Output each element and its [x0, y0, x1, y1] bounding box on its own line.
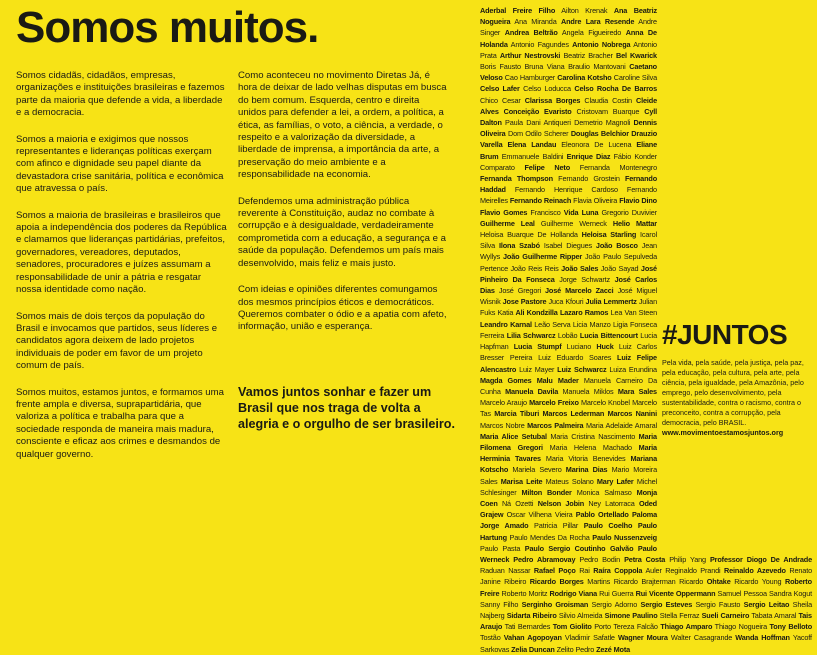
signatory-name: Pablo Ortellado	[575, 510, 629, 520]
signatory-name: Celso Loducca	[523, 84, 571, 94]
signatory-name: Paloma Jorge Amado	[480, 510, 657, 531]
signatory-name: Michel Schlesinger	[480, 476, 657, 497]
signatory-name: Monja Coen	[480, 487, 657, 508]
signatory-name: Julia	[585, 297, 602, 307]
signatory-name: Eleonora De Lucena	[561, 140, 632, 150]
signatory-name: Nassar	[508, 566, 531, 576]
signatory-name: Andrea Beltrão	[504, 28, 558, 38]
signatory-name: Huck	[596, 342, 614, 352]
signatory-name: Reginaldo	[665, 566, 697, 576]
signatory-name: Tony Belloto	[769, 622, 813, 632]
signatory-name: Leão Serva	[534, 319, 571, 329]
signatory-name: Paula Dani	[505, 118, 541, 128]
juntos-text	[662, 358, 812, 438]
signatory-name: Pedro	[575, 644, 595, 654]
signatory-name: Mariela Severo	[512, 465, 562, 475]
closing-statement: Vamos juntos sonhar e fazer um Brasil que nos traga de volta a alegria e o orgulho de ser brasileiro.	[238, 385, 455, 431]
signatory-name: Cyll Dalton	[480, 106, 657, 128]
signatory-name: Lemmertz	[603, 297, 637, 307]
signatory-name: Jose Pastore	[502, 297, 547, 307]
signatory-name: Ricardo	[679, 577, 704, 587]
signatory-name: Sandra Kogut	[768, 588, 812, 598]
signatory-name: Boris Fausto	[480, 62, 521, 72]
signatory-name: Icarol Silva	[480, 230, 657, 251]
signatory-name: Cesar	[501, 95, 521, 105]
signatory-name: Renato Janine Ribeiro	[480, 566, 812, 587]
signatory-name: Sergio Leitao	[743, 599, 790, 609]
signatory-name: Beatriz Bracher	[563, 50, 613, 60]
signatory-name: Celso Lafer	[480, 84, 520, 94]
signatory-name: Jorge Schwartz	[559, 274, 611, 284]
signatory-name: Luiz Carlos Bresser Pereira	[480, 342, 657, 363]
signatory-name: Silvio	[558, 610, 576, 620]
signatory-name: Maria Alice Setubal	[480, 431, 547, 441]
signatory-name: Maria Herminia Tavares	[480, 442, 657, 464]
signatory-name: Almeida	[577, 610, 603, 620]
signatory-name: Ricardo Borges	[529, 577, 584, 587]
signatory-name: Zezé Mota	[596, 644, 631, 654]
signatory-name: Mariana Kotscho	[480, 454, 657, 475]
signatory-name: Magda Gomes	[480, 375, 532, 385]
signatory-name: Emmanuele Baldini	[501, 151, 564, 161]
signatory-name: Fernando Grostein	[558, 174, 620, 184]
signatory-name: Flavio Gomes	[480, 207, 528, 217]
signatory-name: Marisa Leite	[500, 476, 543, 486]
signatory-name: Groisman	[555, 599, 589, 609]
signatory-name: Bruna Viana	[524, 62, 565, 72]
signatory-name: Katia	[497, 308, 514, 318]
signatory-name: Heloisa Starling	[581, 230, 637, 240]
signatory-name: Antonio Prata	[480, 39, 657, 60]
signatory-name: Felipe Neto	[524, 162, 571, 172]
signatory-name: Paulo Sergio Coutinho Galvão	[524, 543, 634, 553]
signatory-name: Manuela Davila	[505, 386, 559, 396]
signatory-name: Anna De Holanda	[480, 28, 657, 49]
signatory-name: Francisco	[530, 207, 561, 217]
signatory-name: José Miguel Wisnik	[480, 286, 657, 307]
signatory-name: Vladimir Safatle	[564, 633, 615, 643]
signatory-name: Manzo	[589, 319, 611, 329]
signatory-name: Oded Grajew	[480, 498, 657, 520]
signatory-name: Antonio Fagundes	[510, 39, 569, 49]
juntos-url[interactable]: www.movimentoestamosjuntos.org	[662, 428, 784, 437]
signatory-name: Mario Moreira Sales	[480, 465, 657, 486]
signatory-name: Paulo Nussenzveig	[592, 532, 657, 542]
signatory-name: Patricia Pillar	[534, 521, 579, 531]
signatory-name: Ohtake	[706, 577, 731, 587]
signatory-name: Professor Diogo De Andrade	[709, 554, 812, 564]
signatory-name: Clarissa Borges	[524, 95, 581, 105]
juntos-block	[662, 318, 812, 438]
signatory-name: Dom Odilo Scherer	[507, 129, 569, 139]
signatory-name: Luiz Mayer	[519, 364, 555, 374]
signatory-name: Paulo Pasta	[480, 543, 521, 553]
signatory-name: Douglas Belchior	[570, 129, 629, 139]
paragraph: Com ideias e opiniões diferentes comungamos dos mesmos princípios éticos e democráticos. Queremos combater o ódio e a apatia com afeto, informação, união e esperança.	[238, 284, 447, 333]
signatory-name: Ligia Fonseca Ferreira	[480, 319, 657, 340]
signatory-name: Manuela Miklos	[562, 386, 614, 396]
signatory-name: Claudia Costin	[584, 95, 632, 105]
signatory-name: Thiago Amparo	[660, 622, 713, 632]
signatory-name: Carolina Kotsho	[557, 73, 612, 83]
signatory-name: Walter Casagrande	[670, 633, 733, 643]
signatory-name: Pertence	[480, 263, 509, 273]
signatory-name: Samuel Pessoa	[717, 588, 767, 598]
signatory-name: Yacoff Sarkovas	[480, 633, 812, 654]
signatory-name: Oscar Vilhena Vieira	[506, 510, 573, 520]
signatory-name: Zelito	[556, 644, 574, 654]
signatory-name: Milton Bonder	[521, 487, 572, 497]
signatory-name: Helio Mattar	[612, 218, 657, 228]
manifesto-column-middle	[238, 70, 450, 348]
signatory-name: Luiz Eduardo Soares	[538, 353, 612, 363]
paragraph: Somos a maioria de brasileiras e brasileiros que apoia a independência dos poderes da República e clamamos que lideranças partidárias, prefeitos, governadores, vereadores, deputados, senadores, procuradores e juízes assumam a responsabilidade de unir a pátria e resgatar nossa identidade como nação.	[16, 209, 227, 296]
signatory-name: Fernando Meirelles	[480, 185, 657, 206]
signatory-name: Philip Yang	[669, 554, 706, 564]
signatory-name: Rui Vicente Oppermann	[635, 588, 716, 598]
signatory-name: Tereza Falcão	[613, 622, 658, 632]
paragraph: Como aconteceu no movimento Diretas Já, é hora de deixar de lado velhas disputas em busca do bem comum. Esquerda, centro e direita unidos para defender a lei, a ordem, a política, a ética, as famílias, o voto, a ciência, a verdade, o respeito e a valorização da diversidade, a liberdade de imprensa, a importância da arte, a preservação do meio ambiente e a responsabilidade na economia.	[238, 70, 447, 181]
signatory-name: Marcia Tiburi	[494, 409, 540, 419]
page-title: Somos muitos.	[16, 3, 319, 52]
signatory-name: Guilherme Werneck	[540, 218, 607, 228]
signatory-name: João Bosco	[595, 241, 638, 251]
signatory-name: Reis	[544, 263, 559, 273]
signatory-name: Ricardo Brajterman	[613, 577, 676, 587]
signatory-name: Lea Van Steen	[610, 308, 658, 318]
signatory-name: Vida Luna	[563, 207, 599, 217]
signatory-name: Petra Costa	[624, 554, 666, 564]
signatory-name: Arthur Nestrovski	[499, 50, 561, 60]
signatory-name: Caetano Veloso	[480, 62, 657, 83]
signatory-name: Enrique Diaz	[566, 151, 611, 161]
signatory-name: Marcelo Araujo	[480, 398, 527, 408]
signatory-name: Caroline Silva	[613, 73, 657, 83]
signatory-name: Marcelo Knobel	[580, 398, 630, 408]
signatory-name: Chico	[480, 95, 498, 105]
signatory-name: Julian Fuks	[480, 297, 657, 318]
signatory-name: Raíra Coppola	[593, 566, 643, 576]
signatory-name: Demetrio Magnoli	[574, 118, 631, 128]
signatory-name: Cleide Alves	[480, 95, 657, 116]
signatory-name: Flavia Oliveira	[573, 196, 618, 206]
signatory-name: Reinaldo Azevedo	[724, 566, 786, 576]
signatory-name: Ilona Szabó	[498, 241, 540, 251]
signatory-name: Sanny	[480, 599, 500, 609]
signatory-name: Porto	[594, 622, 611, 632]
signatory-name: Antonio Nobrega	[572, 39, 631, 49]
signatory-name: Lazaro Ramos	[559, 308, 609, 318]
paragraph: Somos mais de dois terços da população do Brasil e invocamos que partidos, seus líderes e candidatos agora deixem de lado projetos individuais de poder em favor de um projeto comum de país.	[16, 310, 218, 372]
signatory-name: Guilherme Leal	[480, 218, 535, 228]
signatory-name: Ana Beatriz Nogueira	[480, 6, 657, 27]
signatory-name: Filho	[503, 599, 519, 609]
signatory-name: Tostão	[480, 633, 501, 643]
signatory-name: Marcos Nobre	[480, 420, 525, 430]
signatory-name: Marina Dias	[565, 465, 608, 475]
signatory-name: Andre Lara Resende	[561, 17, 635, 27]
signatory-name: Lucia Bittencourt	[579, 330, 638, 340]
signatory-name: Conceição Evaristo	[503, 106, 572, 116]
paragraph: Somos muitos, estamos juntos, e formamos uma frente ampla e diversa, suprapartidária, que valoriza a política e trabalha para que a sociedade responda de maneira mais madura, consciente e eficaz aos crimes e desmandos de qualquer governo.	[16, 386, 224, 460]
signatory-name: Maria Filomena Gregori	[480, 431, 657, 452]
signatory-name: Paulo Werneck	[480, 543, 657, 564]
signatory-name: Stella Ferraz	[659, 610, 700, 620]
signatory-name: Fernanda Montenegro	[579, 162, 657, 172]
signatory-name: Roberto Moritz	[501, 588, 548, 598]
signatory-name: Cao Hamburger	[504, 73, 556, 83]
signatory-name: Mary Lafer	[596, 476, 634, 486]
signatory-name: Prandi	[700, 566, 721, 576]
signatory-name: João Sales	[561, 263, 599, 273]
signatory-name: Maria Cristina	[550, 431, 595, 441]
signatory-name: Flavio Dino	[619, 196, 657, 206]
signatory-name: Sergio Esteves	[640, 599, 693, 609]
signatory-name: Raduan	[480, 566, 505, 576]
signatory-name: Andre Singer	[480, 17, 657, 38]
signatory-name: Roberto Freire	[480, 577, 812, 598]
signatory-name: Paulo Coelho	[583, 521, 633, 531]
signatory-name: Heloisa Buarque De Hollanda	[480, 230, 578, 240]
signatory-name: Antiqueri	[543, 118, 571, 128]
signatory-name: Tati Bernardes	[504, 622, 551, 632]
signatory-name: Maria Vitoria Benevides	[545, 454, 626, 464]
signatory-name: Marcos Lederman	[542, 409, 605, 419]
signatory-name: João Guilherme Ripper	[503, 252, 583, 262]
signatory-name: Fernando Reinach	[509, 196, 572, 206]
signatory-name: João Sayad	[600, 263, 639, 273]
signatory-name: Cristovam Buarque	[576, 106, 640, 116]
signatory-name: Nelson Jobin	[537, 498, 585, 508]
signatory-name: Paulo Hartung	[480, 521, 657, 542]
signatory-name: Luiz Schwarcz	[557, 364, 607, 374]
paragraph: Somos a maioria e exigimos que nossos representantes e lideranças políticas exerçam com afinco e dignidade seu papel diante da devastadora crise sanitária, política e econômica que atravessa o país.	[16, 133, 224, 195]
signatory-name: Rui Guerra	[599, 588, 634, 598]
signatory-name: Sueli Carneiro	[701, 610, 750, 620]
paragraph: Defendemos uma administração pública reverente à Constituição, audaz no combate à corrupção e à desigualdade, verdadeiramente comprometida com a educação, a segurança e a saúde da população. Defendemos um país mais desenvolvido, mais feliz e mais justo.	[238, 195, 446, 269]
signatory-name: Serginho	[521, 599, 553, 609]
signatory-name: Leandro Karnal	[480, 319, 532, 329]
juntos-body: Pela vida, pela saúde, pela justiça, pela paz, pela educação, pela cultura, pela arte, pela ciência, pela igualdade, pela Amazônia, pelo emprego, pelo desenvolvimento, pela sustentabilidade, contra o racismo, contra o preconceito, contra a corrupção, pela democracia, pelo BRASIL.	[662, 358, 804, 427]
signatory-name: Lucia Hapfman	[480, 330, 657, 352]
signatory-name: Paulo Mendes Da Rocha	[509, 532, 590, 542]
signatory-name: Pedro Abramovay	[513, 554, 576, 564]
signatory-name: Tais Araujo	[480, 610, 812, 632]
signatory-name: Mateus Solano	[545, 476, 594, 486]
signatory-name: João Reis	[510, 263, 543, 273]
signatory-name: Marcos Palmeira	[527, 420, 584, 430]
signatory-name: Henrique Cardoso	[553, 185, 618, 195]
signatory-name: Sheila Najberg	[480, 599, 813, 620]
signatory-name: Juca Kfouri	[548, 297, 584, 307]
signatory-name: Auler	[645, 566, 662, 576]
signatory-name: Fernanda Thompson	[480, 174, 553, 184]
signatory-name: Vahan Agopoyan	[503, 633, 562, 643]
juntos-heading: #JUNTOS	[662, 319, 788, 350]
signatory-name: Luiza Erundina	[609, 364, 657, 374]
signatory-name: Braulio Mantovani	[568, 62, 626, 72]
signatory-name: Zelia Duncan	[511, 644, 555, 654]
signatory-name: Isabel Diegues	[543, 241, 593, 251]
signatory-name: Maria Helena Machado	[549, 442, 632, 452]
signatory-name: Dennis Oliveira	[480, 118, 657, 139]
signatory-name: Lobão	[557, 330, 578, 340]
signatory-name: Marcelo Tas	[480, 398, 657, 419]
signatory-name: José Pinheiro Da Fonseca	[480, 263, 657, 284]
signatory-name: Ná Ozetti	[501, 498, 534, 508]
signatory-name: Thiago Nogueira	[714, 622, 768, 632]
signatory-name: Nascimento	[598, 431, 636, 441]
signatory-name: Pedro Bodin	[579, 554, 621, 564]
signatory-name: Ricardo Young	[734, 577, 782, 587]
signatory-name: Marcos Nanini	[607, 409, 657, 419]
signatory-name: Luciano	[566, 342, 592, 352]
signatory-name: Rodrigo Viana	[549, 588, 598, 598]
signatory-name: Wagner Moura	[617, 633, 668, 643]
signatory-name: Lucia Stumpf	[513, 342, 562, 352]
signatory-name: Aderbal Freire Filho	[480, 6, 556, 15]
signatory-name: José Carlos Dias	[480, 274, 657, 296]
signatory-name: Ali Kondzilla	[515, 308, 558, 318]
signatory-name: Malu Mader	[536, 375, 579, 385]
signatory-name: Licia	[572, 319, 588, 329]
signatory-name: Monica Salmaso	[576, 487, 632, 497]
signatory-name: João Paulo Sepulveda	[584, 252, 657, 262]
signatory-name: Lilia Schwarcz	[506, 330, 556, 340]
signatory-name: Elena Landau	[507, 140, 557, 150]
signatory-name: Maria Adelaide Amaral	[585, 420, 657, 430]
signatory-name: Fernando	[514, 185, 545, 195]
signatory-name: José Marcelo Zacci	[545, 286, 614, 296]
signatory-name: Drauzio Varella	[480, 129, 658, 150]
signatory-name: Sergio Adorno	[591, 599, 638, 609]
signatory-name: Luiz Felipe Alencastro	[480, 353, 657, 374]
signatory-name: Eliane Brum	[480, 140, 657, 161]
signatory-name: Sidarta Ribeiro	[506, 610, 557, 620]
signatory-name: Rafael Poço	[533, 566, 576, 576]
paragraph: Somos cidadãs, cidadãos, empresas, organizações e instituições brasileiras e fazemos parte da maioria que defende a vida, a liberdade e a democracia.	[16, 70, 225, 119]
manifesto-column-left	[16, 70, 228, 475]
signatory-name: Manuela Carneiro Da Cunha	[480, 375, 657, 396]
signatory-name: Rai	[579, 566, 590, 576]
signatory-name: Simone Paulino	[604, 610, 658, 620]
signatory-name: Marcelo Freixo	[529, 398, 579, 408]
signatory-name: Ailton Krenak	[561, 6, 608, 15]
signatory-name: Celso Rocha De Barros	[574, 84, 657, 94]
signatory-name: Wanda Hoffman	[735, 633, 790, 643]
signatory-name: José Gregori	[498, 286, 541, 296]
signatory-name: Mara Sales	[617, 386, 657, 396]
signatory-name: Martins	[587, 577, 611, 587]
signatory-name: Jean Wyllys	[480, 241, 657, 262]
signatory-name: Tom Giolito	[552, 622, 592, 632]
signatory-name: Bel Kwarick	[615, 50, 657, 60]
signatory-name: Ney Latorraca	[588, 498, 635, 508]
signatory-name: Angela Figueiredo	[561, 28, 622, 38]
signatory-name: Fernando Haddad	[480, 174, 657, 195]
signatory-name: Ana Miranda	[514, 17, 557, 27]
signatory-name: Fábio Konder Comparato	[480, 151, 657, 172]
signatory-name: Gregorio Duvivier	[601, 207, 657, 217]
signatory-name: Tabata Amaral	[751, 610, 797, 620]
signatory-name: Sergio Fausto	[695, 599, 741, 609]
